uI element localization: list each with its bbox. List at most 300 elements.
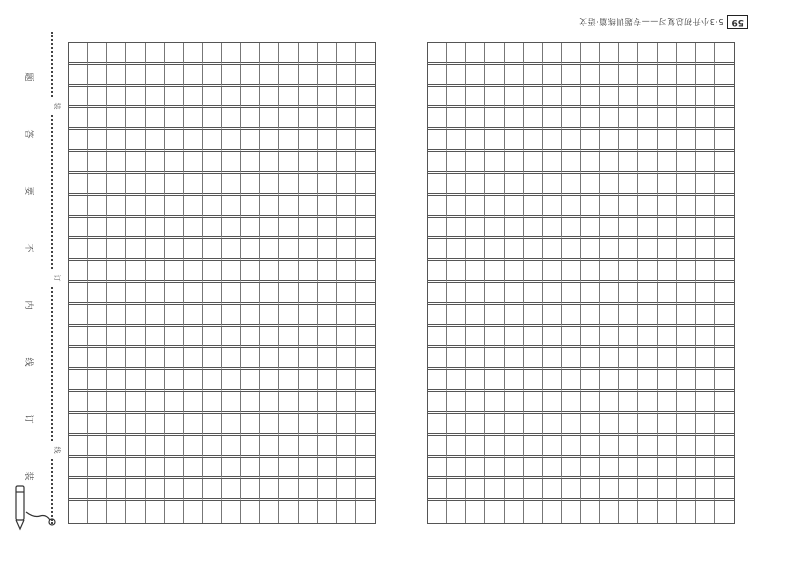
grid-cell[interactable] xyxy=(485,152,504,174)
grid-cell[interactable] xyxy=(600,392,619,414)
grid-cell[interactable] xyxy=(428,283,447,305)
grid-cell[interactable] xyxy=(337,327,356,349)
grid-cell[interactable] xyxy=(222,87,241,109)
grid-cell[interactable] xyxy=(715,479,734,501)
grid-cell[interactable] xyxy=(356,43,375,65)
grid-cell[interactable] xyxy=(600,152,619,174)
grid-cell[interactable] xyxy=(165,174,184,196)
grid-cell[interactable] xyxy=(337,283,356,305)
grid-cell[interactable] xyxy=(428,414,447,436)
grid-cell[interactable] xyxy=(466,65,485,87)
grid-cell[interactable] xyxy=(299,130,318,152)
writing-grid-right[interactable] xyxy=(427,42,735,524)
grid-cell[interactable] xyxy=(165,370,184,392)
grid-cell[interactable] xyxy=(524,65,543,87)
grid-cell[interactable] xyxy=(88,174,107,196)
grid-cell[interactable] xyxy=(428,239,447,261)
grid-cell[interactable] xyxy=(222,152,241,174)
grid-cell[interactable] xyxy=(505,218,524,240)
grid-cell[interactable] xyxy=(600,305,619,327)
grid-cell[interactable] xyxy=(543,479,562,501)
grid-cell[interactable] xyxy=(543,87,562,109)
grid-cell[interactable] xyxy=(505,305,524,327)
grid-cell[interactable] xyxy=(184,283,203,305)
grid-cell[interactable] xyxy=(126,108,145,130)
grid-cell[interactable] xyxy=(619,218,638,240)
grid-cell[interactable] xyxy=(658,108,677,130)
grid-cell[interactable] xyxy=(638,370,657,392)
grid-cell[interactable] xyxy=(318,87,337,109)
grid-cell[interactable] xyxy=(279,174,298,196)
grid-cell[interactable] xyxy=(184,479,203,501)
grid-cell[interactable] xyxy=(337,479,356,501)
grid-cell[interactable] xyxy=(88,152,107,174)
grid-cell[interactable] xyxy=(146,436,165,458)
grid-cell[interactable] xyxy=(658,436,677,458)
grid-cell[interactable] xyxy=(318,305,337,327)
grid-cell[interactable] xyxy=(279,108,298,130)
grid-cell[interactable] xyxy=(260,174,279,196)
grid-cell[interactable] xyxy=(677,305,696,327)
grid-cell[interactable] xyxy=(126,501,145,523)
grid-cell[interactable] xyxy=(299,174,318,196)
grid-cell[interactable] xyxy=(203,65,222,87)
grid-cell[interactable] xyxy=(581,87,600,109)
grid-cell[interactable] xyxy=(485,370,504,392)
grid-cell[interactable] xyxy=(581,436,600,458)
grid-cell[interactable] xyxy=(203,458,222,480)
grid-cell[interactable] xyxy=(165,239,184,261)
grid-cell[interactable] xyxy=(562,370,581,392)
grid-cell[interactable] xyxy=(260,392,279,414)
grid-cell[interactable] xyxy=(619,130,638,152)
grid-cell[interactable] xyxy=(69,261,88,283)
grid-cell[interactable] xyxy=(69,305,88,327)
grid-cell[interactable] xyxy=(524,239,543,261)
grid-cell[interactable] xyxy=(715,65,734,87)
grid-cell[interactable] xyxy=(600,218,619,240)
grid-cell[interactable] xyxy=(356,479,375,501)
grid-cell[interactable] xyxy=(524,283,543,305)
grid-cell[interactable] xyxy=(203,261,222,283)
grid-cell[interactable] xyxy=(543,152,562,174)
grid-cell[interactable] xyxy=(107,196,126,218)
grid-cell[interactable] xyxy=(146,392,165,414)
grid-cell[interactable] xyxy=(485,348,504,370)
grid-cell[interactable] xyxy=(638,283,657,305)
grid-cell[interactable] xyxy=(581,130,600,152)
grid-cell[interactable] xyxy=(107,261,126,283)
grid-cell[interactable] xyxy=(203,218,222,240)
grid-cell[interactable] xyxy=(356,174,375,196)
grid-cell[interactable] xyxy=(222,108,241,130)
grid-cell[interactable] xyxy=(466,283,485,305)
grid-cell[interactable] xyxy=(447,370,466,392)
grid-cell[interactable] xyxy=(126,305,145,327)
grid-cell[interactable] xyxy=(260,327,279,349)
grid-cell[interactable] xyxy=(581,261,600,283)
grid-cell[interactable] xyxy=(184,65,203,87)
grid-cell[interactable] xyxy=(581,327,600,349)
grid-cell[interactable] xyxy=(299,392,318,414)
grid-cell[interactable] xyxy=(485,108,504,130)
grid-cell[interactable] xyxy=(619,152,638,174)
grid-cell[interactable] xyxy=(485,87,504,109)
grid-cell[interactable] xyxy=(428,370,447,392)
grid-cell[interactable] xyxy=(184,87,203,109)
grid-cell[interactable] xyxy=(485,392,504,414)
grid-cell[interactable] xyxy=(466,87,485,109)
grid-cell[interactable] xyxy=(524,108,543,130)
grid-cell[interactable] xyxy=(619,327,638,349)
grid-cell[interactable] xyxy=(184,239,203,261)
grid-cell[interactable] xyxy=(619,108,638,130)
grid-cell[interactable] xyxy=(505,414,524,436)
grid-cell[interactable] xyxy=(260,218,279,240)
grid-cell[interactable] xyxy=(337,196,356,218)
grid-cell[interactable] xyxy=(146,196,165,218)
grid-cell[interactable] xyxy=(126,283,145,305)
grid-cell[interactable] xyxy=(638,501,657,523)
grid-cell[interactable] xyxy=(543,370,562,392)
grid-cell[interactable] xyxy=(485,305,504,327)
grid-cell[interactable] xyxy=(505,348,524,370)
grid-cell[interactable] xyxy=(146,43,165,65)
grid-cell[interactable] xyxy=(222,370,241,392)
grid-cell[interactable] xyxy=(715,152,734,174)
grid-cell[interactable] xyxy=(543,108,562,130)
grid-cell[interactable] xyxy=(658,283,677,305)
grid-cell[interactable] xyxy=(69,370,88,392)
grid-cell[interactable] xyxy=(222,327,241,349)
grid-cell[interactable] xyxy=(203,152,222,174)
grid-cell[interactable] xyxy=(638,436,657,458)
grid-cell[interactable] xyxy=(658,458,677,480)
grid-cell[interactable] xyxy=(447,65,466,87)
grid-cell[interactable] xyxy=(318,348,337,370)
grid-cell[interactable] xyxy=(337,305,356,327)
grid-cell[interactable] xyxy=(696,392,715,414)
grid-cell[interactable] xyxy=(562,436,581,458)
grid-cell[interactable] xyxy=(638,261,657,283)
grid-cell[interactable] xyxy=(222,196,241,218)
grid-cell[interactable] xyxy=(279,436,298,458)
grid-cell[interactable] xyxy=(562,348,581,370)
grid-cell[interactable] xyxy=(524,327,543,349)
grid-cell[interactable] xyxy=(658,370,677,392)
grid-cell[interactable] xyxy=(337,65,356,87)
grid-cell[interactable] xyxy=(447,87,466,109)
grid-cell[interactable] xyxy=(88,436,107,458)
grid-cell[interactable] xyxy=(356,218,375,240)
grid-cell[interactable] xyxy=(203,196,222,218)
grid-cell[interactable] xyxy=(165,414,184,436)
grid-cell[interactable] xyxy=(299,283,318,305)
grid-cell[interactable] xyxy=(524,392,543,414)
grid-cell[interactable] xyxy=(107,327,126,349)
grid-cell[interactable] xyxy=(260,348,279,370)
grid-cell[interactable] xyxy=(88,370,107,392)
grid-cell[interactable] xyxy=(619,479,638,501)
grid-cell[interactable] xyxy=(447,196,466,218)
grid-cell[interactable] xyxy=(658,152,677,174)
grid-cell[interactable] xyxy=(505,43,524,65)
grid-cell[interactable] xyxy=(562,239,581,261)
grid-cell[interactable] xyxy=(638,458,657,480)
grid-cell[interactable] xyxy=(222,348,241,370)
grid-cell[interactable] xyxy=(715,348,734,370)
grid-cell[interactable] xyxy=(337,152,356,174)
grid-cell[interactable] xyxy=(107,305,126,327)
grid-cell[interactable] xyxy=(88,283,107,305)
grid-cell[interactable] xyxy=(696,501,715,523)
grid-cell[interactable] xyxy=(428,43,447,65)
grid-cell[interactable] xyxy=(222,43,241,65)
grid-cell[interactable] xyxy=(337,174,356,196)
grid-cell[interactable] xyxy=(485,283,504,305)
grid-cell[interactable] xyxy=(260,130,279,152)
grid-cell[interactable] xyxy=(581,239,600,261)
grid-cell[interactable] xyxy=(184,458,203,480)
grid-cell[interactable] xyxy=(318,458,337,480)
grid-cell[interactable] xyxy=(299,87,318,109)
grid-cell[interactable] xyxy=(619,87,638,109)
grid-cell[interactable] xyxy=(299,65,318,87)
grid-cell[interactable] xyxy=(107,370,126,392)
grid-cell[interactable] xyxy=(107,174,126,196)
grid-cell[interactable] xyxy=(619,283,638,305)
grid-cell[interactable] xyxy=(165,348,184,370)
grid-cell[interactable] xyxy=(696,370,715,392)
grid-cell[interactable] xyxy=(658,174,677,196)
grid-cell[interactable] xyxy=(428,458,447,480)
grid-cell[interactable] xyxy=(107,501,126,523)
grid-cell[interactable] xyxy=(260,65,279,87)
grid-cell[interactable] xyxy=(485,414,504,436)
grid-cell[interactable] xyxy=(677,458,696,480)
grid-cell[interactable] xyxy=(658,87,677,109)
grid-cell[interactable] xyxy=(638,414,657,436)
grid-cell[interactable] xyxy=(638,43,657,65)
grid-cell[interactable] xyxy=(203,283,222,305)
grid-cell[interactable] xyxy=(88,327,107,349)
grid-cell[interactable] xyxy=(447,305,466,327)
grid-cell[interactable] xyxy=(126,43,145,65)
grid-cell[interactable] xyxy=(677,283,696,305)
grid-cell[interactable] xyxy=(337,87,356,109)
grid-cell[interactable] xyxy=(146,479,165,501)
grid-cell[interactable] xyxy=(222,436,241,458)
grid-cell[interactable] xyxy=(337,436,356,458)
grid-cell[interactable] xyxy=(677,392,696,414)
grid-cell[interactable] xyxy=(126,65,145,87)
grid-cell[interactable] xyxy=(658,130,677,152)
grid-cell[interactable] xyxy=(619,436,638,458)
grid-cell[interactable] xyxy=(318,392,337,414)
grid-cell[interactable] xyxy=(428,392,447,414)
grid-cell[interactable] xyxy=(562,108,581,130)
grid-cell[interactable] xyxy=(260,261,279,283)
grid-cell[interactable] xyxy=(107,108,126,130)
grid-cell[interactable] xyxy=(241,196,260,218)
grid-cell[interactable] xyxy=(69,87,88,109)
grid-cell[interactable] xyxy=(299,370,318,392)
grid-cell[interactable] xyxy=(447,43,466,65)
grid-cell[interactable] xyxy=(146,152,165,174)
grid-cell[interactable] xyxy=(260,196,279,218)
grid-cell[interactable] xyxy=(696,327,715,349)
grid-cell[interactable] xyxy=(241,174,260,196)
grid-cell[interactable] xyxy=(581,392,600,414)
grid-cell[interactable] xyxy=(562,218,581,240)
grid-cell[interactable] xyxy=(543,501,562,523)
grid-cell[interactable] xyxy=(677,261,696,283)
grid-cell[interactable] xyxy=(318,218,337,240)
grid-cell[interactable] xyxy=(337,370,356,392)
grid-cell[interactable] xyxy=(88,87,107,109)
grid-cell[interactable] xyxy=(447,458,466,480)
grid-cell[interactable] xyxy=(447,392,466,414)
grid-cell[interactable] xyxy=(318,501,337,523)
grid-cell[interactable] xyxy=(69,327,88,349)
grid-cell[interactable] xyxy=(581,414,600,436)
grid-cell[interactable] xyxy=(165,196,184,218)
grid-cell[interactable] xyxy=(715,305,734,327)
grid-cell[interactable] xyxy=(318,130,337,152)
grid-cell[interactable] xyxy=(146,218,165,240)
grid-cell[interactable] xyxy=(107,348,126,370)
grid-cell[interactable] xyxy=(466,305,485,327)
grid-cell[interactable] xyxy=(88,261,107,283)
grid-cell[interactable] xyxy=(107,218,126,240)
grid-cell[interactable] xyxy=(337,501,356,523)
grid-cell[interactable] xyxy=(69,152,88,174)
grid-cell[interactable] xyxy=(184,174,203,196)
grid-cell[interactable] xyxy=(677,130,696,152)
grid-cell[interactable] xyxy=(581,218,600,240)
grid-cell[interactable] xyxy=(581,43,600,65)
grid-cell[interactable] xyxy=(260,436,279,458)
grid-cell[interactable] xyxy=(146,370,165,392)
grid-cell[interactable] xyxy=(466,501,485,523)
grid-cell[interactable] xyxy=(428,108,447,130)
grid-cell[interactable] xyxy=(715,261,734,283)
grid-cell[interactable] xyxy=(356,392,375,414)
grid-cell[interactable] xyxy=(318,479,337,501)
grid-cell[interactable] xyxy=(600,261,619,283)
grid-cell[interactable] xyxy=(715,196,734,218)
grid-cell[interactable] xyxy=(485,196,504,218)
grid-cell[interactable] xyxy=(107,392,126,414)
grid-cell[interactable] xyxy=(696,458,715,480)
grid-cell[interactable] xyxy=(337,43,356,65)
grid-cell[interactable] xyxy=(638,87,657,109)
grid-cell[interactable] xyxy=(318,174,337,196)
grid-cell[interactable] xyxy=(677,327,696,349)
grid-cell[interactable] xyxy=(505,370,524,392)
grid-cell[interactable] xyxy=(562,174,581,196)
grid-cell[interactable] xyxy=(600,370,619,392)
grid-cell[interactable] xyxy=(279,501,298,523)
grid-cell[interactable] xyxy=(428,327,447,349)
grid-cell[interactable] xyxy=(318,436,337,458)
grid-cell[interactable] xyxy=(165,152,184,174)
grid-cell[interactable] xyxy=(241,414,260,436)
grid-cell[interactable] xyxy=(466,130,485,152)
grid-cell[interactable] xyxy=(447,327,466,349)
grid-cell[interactable] xyxy=(505,501,524,523)
grid-cell[interactable] xyxy=(428,261,447,283)
grid-cell[interactable] xyxy=(299,152,318,174)
grid-cell[interactable] xyxy=(184,261,203,283)
grid-cell[interactable] xyxy=(696,348,715,370)
grid-cell[interactable] xyxy=(562,392,581,414)
grid-cell[interactable] xyxy=(279,43,298,65)
grid-cell[interactable] xyxy=(69,458,88,480)
grid-cell[interactable] xyxy=(562,327,581,349)
grid-cell[interactable] xyxy=(356,239,375,261)
grid-cell[interactable] xyxy=(524,436,543,458)
grid-cell[interactable] xyxy=(696,218,715,240)
grid-cell[interactable] xyxy=(485,458,504,480)
grid-cell[interactable] xyxy=(638,108,657,130)
grid-cell[interactable] xyxy=(222,414,241,436)
grid-cell[interactable] xyxy=(146,458,165,480)
grid-cell[interactable] xyxy=(126,87,145,109)
grid-cell[interactable] xyxy=(260,414,279,436)
grid-cell[interactable] xyxy=(337,261,356,283)
grid-cell[interactable] xyxy=(524,261,543,283)
grid-cell[interactable] xyxy=(581,196,600,218)
grid-cell[interactable] xyxy=(658,239,677,261)
grid-cell[interactable] xyxy=(543,261,562,283)
grid-cell[interactable] xyxy=(184,392,203,414)
grid-cell[interactable] xyxy=(715,501,734,523)
grid-cell[interactable] xyxy=(600,414,619,436)
grid-cell[interactable] xyxy=(203,43,222,65)
grid-cell[interactable] xyxy=(447,479,466,501)
grid-cell[interactable] xyxy=(581,108,600,130)
grid-cell[interactable] xyxy=(184,43,203,65)
grid-cell[interactable] xyxy=(260,108,279,130)
grid-cell[interactable] xyxy=(318,261,337,283)
grid-cell[interactable] xyxy=(299,501,318,523)
grid-cell[interactable] xyxy=(466,327,485,349)
grid-cell[interactable] xyxy=(126,327,145,349)
grid-cell[interactable] xyxy=(600,65,619,87)
grid-cell[interactable] xyxy=(165,458,184,480)
grid-cell[interactable] xyxy=(600,348,619,370)
grid-cell[interactable] xyxy=(638,392,657,414)
grid-cell[interactable] xyxy=(485,65,504,87)
grid-cell[interactable] xyxy=(619,501,638,523)
grid-cell[interactable] xyxy=(165,305,184,327)
grid-cell[interactable] xyxy=(505,436,524,458)
grid-cell[interactable] xyxy=(696,152,715,174)
grid-cell[interactable] xyxy=(88,305,107,327)
grid-cell[interactable] xyxy=(69,65,88,87)
grid-cell[interactable] xyxy=(203,501,222,523)
grid-cell[interactable] xyxy=(696,305,715,327)
grid-cell[interactable] xyxy=(279,239,298,261)
grid-cell[interactable] xyxy=(428,152,447,174)
grid-cell[interactable] xyxy=(356,261,375,283)
grid-cell[interactable] xyxy=(447,414,466,436)
grid-cell[interactable] xyxy=(524,152,543,174)
grid-cell[interactable] xyxy=(146,130,165,152)
grid-cell[interactable] xyxy=(677,43,696,65)
grid-cell[interactable] xyxy=(337,458,356,480)
